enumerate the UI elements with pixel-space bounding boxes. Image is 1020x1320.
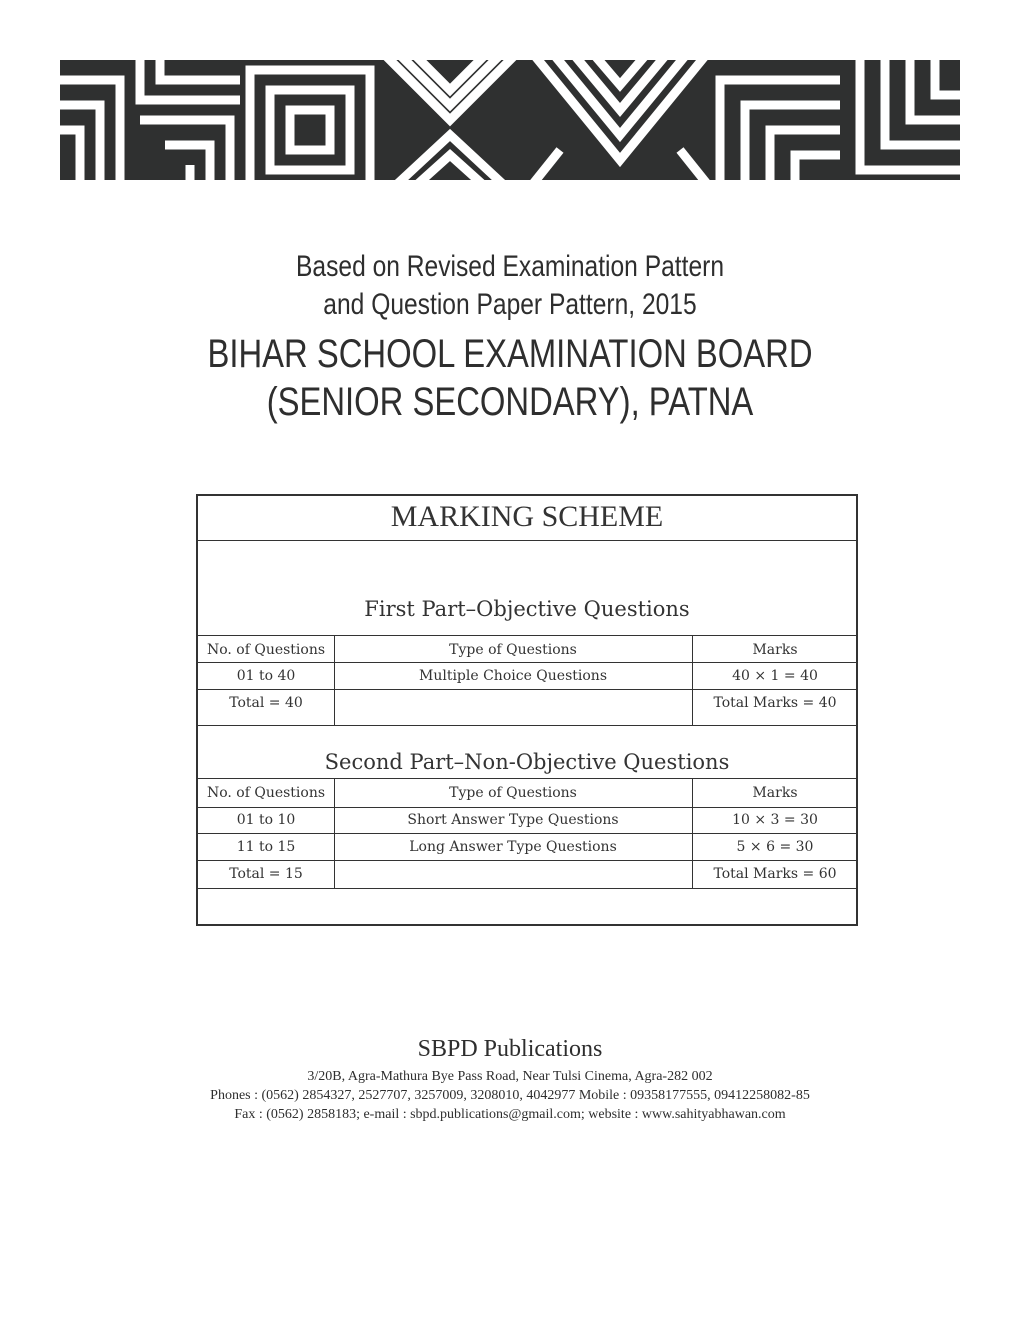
part2-total-marks: Total Marks = 60	[713, 866, 837, 882]
divider	[198, 540, 856, 541]
part2-col-header-marks: Marks	[752, 785, 798, 801]
subtitle-line-2: and Question Paper Pattern, 2015	[323, 288, 697, 321]
divider	[198, 860, 856, 861]
part1-row1-marks: 40 × 1 = 40	[732, 668, 818, 684]
part1-title: First Part–Objective Questions	[364, 597, 690, 621]
part2-row2-marks: 5 × 6 = 30	[736, 839, 814, 855]
part1-total-marks: Total Marks = 40	[713, 695, 837, 711]
subtitle-line-1: Based on Revised Examination Pattern	[295, 250, 725, 283]
divider	[198, 689, 856, 690]
part2-row2-type: Long Answer Type Questions	[409, 839, 617, 855]
part1-row1-type: Multiple Choice Questions	[418, 668, 607, 684]
part2-row1-type: Short Answer Type Questions	[407, 812, 619, 828]
part1-row1-questions: 01 to 40	[236, 668, 296, 684]
part1-total-questions: Total = 40	[229, 695, 303, 711]
publisher-name: SBPD Publications	[417, 1036, 603, 1062]
divider	[692, 778, 693, 888]
divider	[198, 888, 856, 889]
part2-row1-marks: 10 × 3 = 30	[732, 812, 818, 828]
divider	[692, 635, 693, 725]
divider	[198, 635, 856, 636]
part2-col-header-type: Type of Questions	[449, 785, 577, 801]
divider	[334, 635, 335, 725]
decorative-banner	[60, 60, 960, 180]
publisher-address: 3/20B, Agra-Mathura Bye Pass Road, Near Tulsi Cinema, Agra-282 002	[307, 1069, 713, 1084]
marking-scheme-title: MARKING SCHEME	[390, 500, 664, 533]
publisher-phones: Phones : (0562) 2854327, 2527707, 3257009, 3208010, 4042977 Mobile : 09358177555, 09412258082-85	[210, 1088, 810, 1103]
divider	[198, 807, 856, 808]
part2-total-questions: Total = 15	[229, 866, 303, 882]
part2-col-header-questions: No. of Questions	[206, 785, 326, 801]
marking-scheme-table	[196, 494, 858, 926]
divider	[198, 778, 856, 779]
divider	[198, 833, 856, 834]
part1-col-header-marks: Marks	[752, 642, 798, 658]
part2-row2-questions: 11 to 15	[236, 839, 296, 855]
part2-title: Second Part–Non-Objective Questions	[324, 750, 730, 774]
part1-col-header-type: Type of Questions	[449, 642, 577, 658]
part1-col-header-questions: No. of Questions	[206, 642, 326, 658]
divider	[334, 778, 335, 888]
publisher-fax-email-website: Fax : (0562) 2858183; e-mail : sbpd.publications@gmail.com; website : www.sahityabhawan.com	[234, 1107, 786, 1122]
divider	[198, 662, 856, 663]
divider	[198, 725, 856, 726]
part2-row1-questions: 01 to 10	[236, 812, 296, 828]
board-title-line-1: BIHAR SCHOOL EXAMINATION BOARD	[207, 332, 813, 376]
board-title-line-2: (SENIOR SECONDARY), PATNA	[266, 380, 754, 424]
